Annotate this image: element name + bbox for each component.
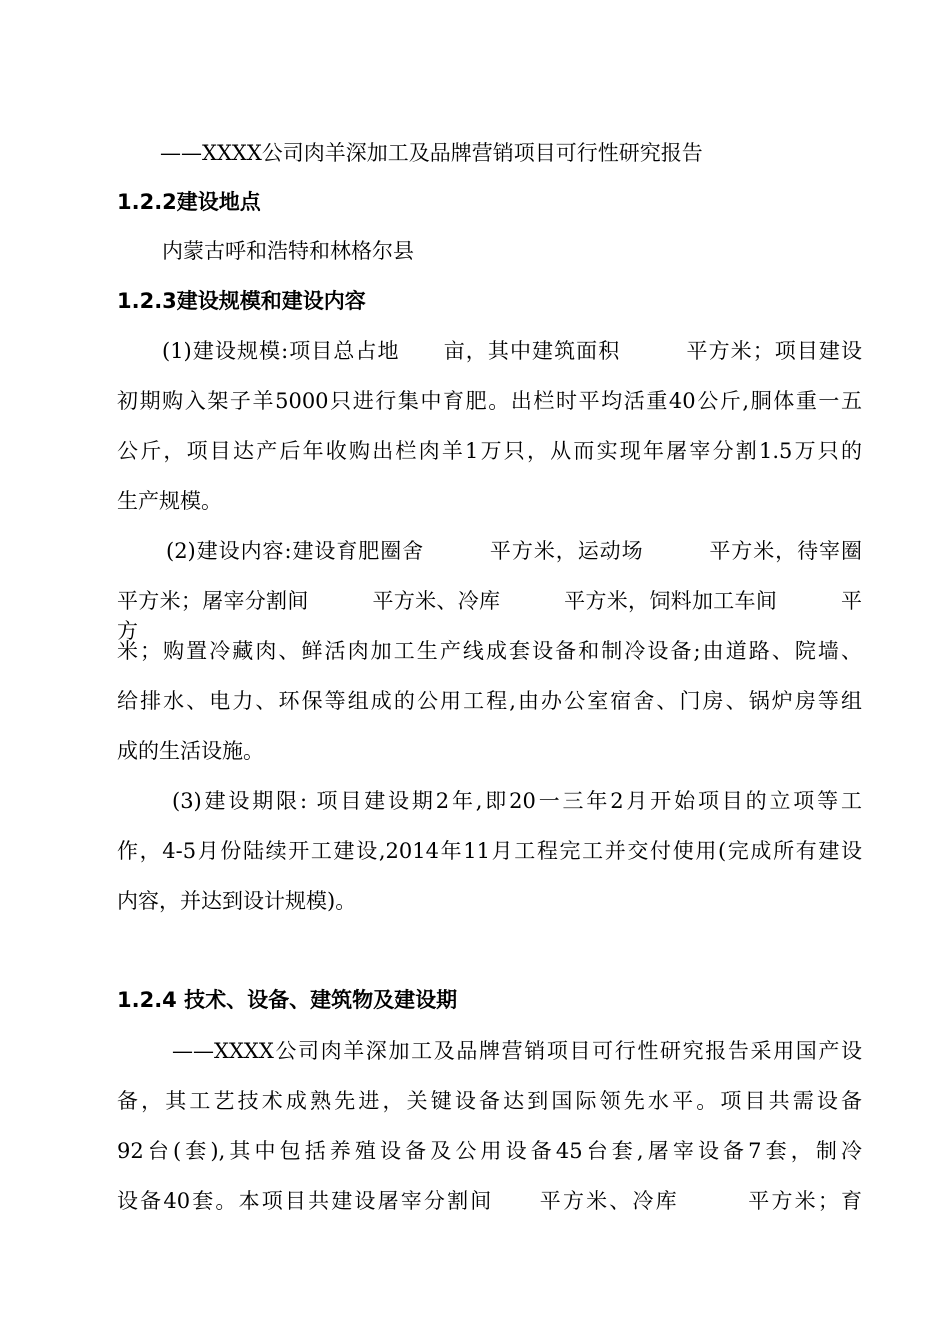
paragraph-line: 生产规模。	[117, 489, 222, 513]
paragraph-line: 设备40套。本项目共建设屠宰分割间 平方米、冷库 平方米；育	[117, 1189, 862, 1213]
paragraph-line: 备，其工艺技术成熟先进，关键设备达到国际领先水平。项目共需设备	[117, 1089, 862, 1113]
location-text: 内蒙古呼和浩特和林格尔县	[162, 239, 414, 263]
paragraph-line: 米；购置冷藏肉、鲜活肉加工生产线成套设备和制冷设备;由道路、院墙、	[117, 639, 862, 663]
paragraph-line: (2)建设内容:建设育肥圈舍 平方米，运动场 平方米，待宰圈	[166, 539, 862, 563]
report-subtitle: ——XXXX公司肉羊深加工及品牌营销项目可行性研究报告	[160, 141, 703, 165]
section-heading-location: 1.2.2建设地点	[117, 190, 261, 214]
paragraph-line: 公斤，项目达产后年收购出栏肉羊1万只，从而实现年屠宰分割1.5万只的	[117, 439, 862, 463]
paragraph-line: 作，4-5月份陆续开工建设,2014年11月工程完工并交付使用(完成所有建设	[117, 839, 862, 863]
paragraph-line: 92台(套),其中包括养殖设备及公用设备45台套,屠宰设备7套，制冷	[117, 1139, 862, 1163]
paragraph-line: 平方米；屠宰分割间 平方米、冷库 平方米，饲料加工车间 平方	[117, 589, 862, 643]
paragraph-line: ——XXXX公司肉羊深加工及品牌营销项目可行性研究报告采用国产设	[172, 1039, 862, 1063]
paragraph-line: 初期购入架子羊5000只进行集中育肥。出栏时平均活重40公斤,胴体重一五	[117, 389, 862, 413]
paragraph-line: (3)建设期限: 项目建设期2年,即20一三年2月开始项目的立项等工	[172, 789, 862, 813]
paragraph-line: (1)建设规模:项目总占地 亩，其中建筑面积 平方米；项目建设	[162, 339, 862, 363]
section-heading-technology: 1.2.4 技术、设备、建筑物及建设期	[117, 988, 458, 1012]
paragraph-line: 内容，并达到设计规模)。	[117, 889, 357, 913]
paragraph-line: 成的生活设施。	[117, 739, 264, 763]
section-heading-scale: 1.2.3建设规模和建设内容	[117, 289, 366, 313]
paragraph-line: 给排水、电力、环保等组成的公用工程,由办公室宿舍、门房、锅炉房等组	[117, 689, 862, 713]
